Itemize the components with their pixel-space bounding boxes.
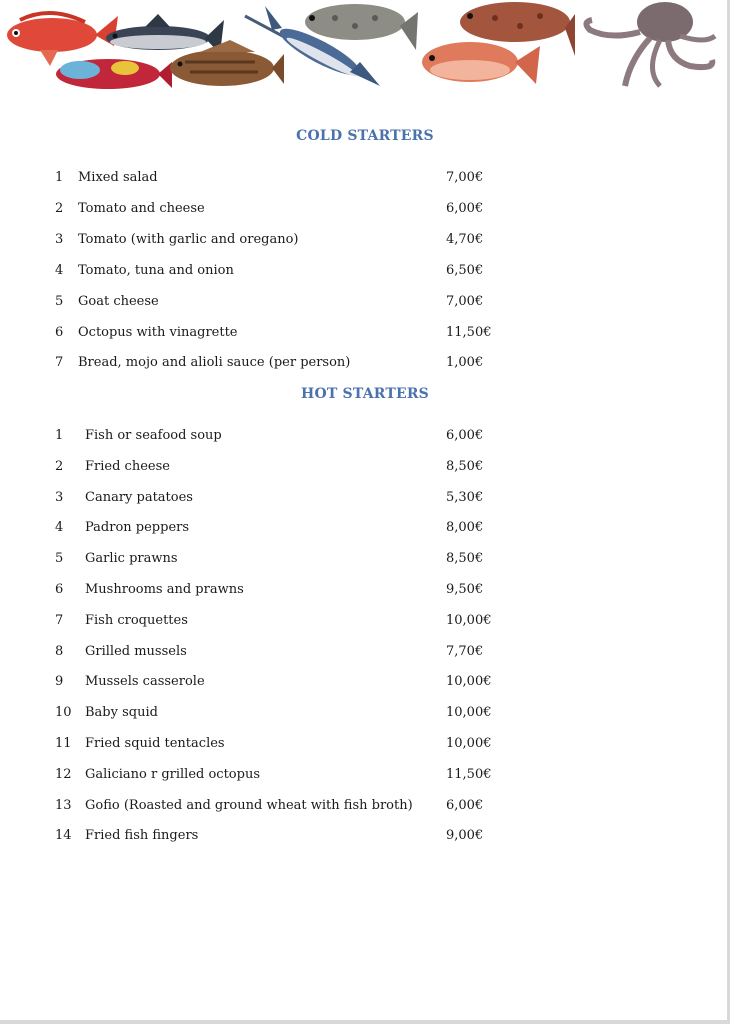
menu-item-price: 4,70€ [446,231,484,247]
menu-item-price: 9,50€ [446,582,484,597]
menu-item-name: Canary patatoes [85,489,193,505]
menu-item-num: 4 [55,520,64,536]
menu-item-name: Garlic prawns [85,551,178,567]
menu-item-num: 2 [55,200,64,216]
menu-item-name: Mixed salad [78,170,158,185]
menu-item-num: 12 [55,766,72,782]
menu-item-name: Baby squid [85,705,158,721]
menu-item-num: 1 [55,170,64,185]
octopus-icon [586,2,715,86]
page-bottom-edge [0,1020,730,1024]
menu-item-name: Fried squid tentacles [85,736,225,751]
menu-item-num: 8 [55,643,64,659]
menu-item-name: Tomato and cheese [78,200,205,216]
menu-item-num: 3 [55,489,64,505]
menu-item-num: 10 [55,705,72,721]
menu-item-price: 1,00€ [446,355,484,371]
menu-item-row [0,199,730,219]
menu-item-price: 7,70€ [446,643,484,659]
menu-item-price: 10,00€ [446,736,492,751]
menu-item-row [0,642,730,662]
menu-item-row [0,353,730,373]
menu-item-name: Fried fish fingers [85,828,199,844]
menu-item-row [0,261,730,281]
menu-item-row [0,168,730,188]
menu-item-price: 7,00€ [446,170,484,185]
menu-item-num: 6 [55,324,64,340]
menu-item-row [0,323,730,343]
menu-item-row [0,518,730,538]
menu-item-name: Fried cheese [85,458,170,474]
parrotfish-icon [56,59,172,89]
menu-item-row [0,611,730,631]
tuna-icon [106,14,224,54]
menu-item-name: Fish croquettes [85,612,188,628]
menu-item-price: 11,50€ [446,766,492,782]
hot-starters-title: HOT STARTERS [301,386,429,402]
menu-item-name: Bread, mojo and alioli sauce (per person) [78,355,351,371]
menu-item-row [0,826,730,846]
menu-item-row [0,765,730,785]
menu-item-row [0,734,730,754]
menu-item-name: Padron peppers [85,520,190,536]
menu-item-row [0,230,730,250]
menu-item-num: 5 [55,551,64,567]
menu-item-num: 6 [55,582,64,597]
menu-item-row [0,580,730,600]
menu-item-row [0,672,730,692]
menu-item-num: 13 [55,797,72,813]
menu-item-name: Octopus with vinagrette [78,324,238,340]
menu-item-name: Tomato, tuna and onion [78,262,234,278]
menu-item-name: Grilled mussels [85,643,187,659]
menu-item-price: 9,00€ [446,828,484,844]
menu-item-price: 6,50€ [446,262,484,278]
red-fish-icon [7,13,118,66]
menu-item-row [0,796,730,816]
menu-item-name: Goat cheese [78,293,159,309]
cold-starters-title: COLD STARTERS [296,128,434,144]
menu-item-row [0,457,730,477]
menu-item-name: Galiciano r grilled octopus [85,766,260,782]
menu-item-price: 11,50€ [446,324,492,340]
menu-item-price: 7,00€ [446,293,484,309]
menu-item-name: Mushrooms and prawns [85,582,244,597]
menu-item-num: 7 [55,355,64,371]
menu-item-num: 9 [55,674,64,690]
menu-item-name: Tomato (with garlic and oregano) [78,231,299,247]
menu-item-name: Gofio (Roasted and ground wheat with fish broth) [85,797,413,813]
menu-item-row [0,488,730,508]
menu-item-price: 6,00€ [446,428,484,443]
menu-item-price: 5,30€ [446,489,484,505]
sea-bream-icon [422,42,540,84]
menu-item-price: 8,50€ [446,458,484,474]
menu-item-price: 8,00€ [446,520,484,536]
menu-item-name: Fish or seafood soup [85,428,222,443]
fish-banner [0,0,730,96]
menu-item-num: 11 [55,736,72,751]
menu-item-price: 10,00€ [446,705,492,721]
menu-item-row [0,549,730,569]
menu-item-num: 1 [55,428,64,443]
menu-item-name: Mussels casserole [85,674,205,690]
menu-item-price: 6,00€ [446,200,484,216]
menu-item-num: 2 [55,458,64,474]
menu-item-price: 8,50€ [446,551,484,567]
menu-item-row [0,703,730,723]
menu-item-num: 3 [55,231,64,247]
menu-item-price: 10,00€ [446,612,492,628]
menu-item-num: 5 [55,293,64,309]
menu-item-row [0,426,730,446]
menu-item-price: 10,00€ [446,674,492,690]
menu-item-row [0,292,730,312]
menu-item-price: 6,00€ [446,797,484,813]
menu-item-num: 14 [55,828,72,844]
menu-item-num: 4 [55,262,64,278]
menu-item-num: 7 [55,612,64,628]
